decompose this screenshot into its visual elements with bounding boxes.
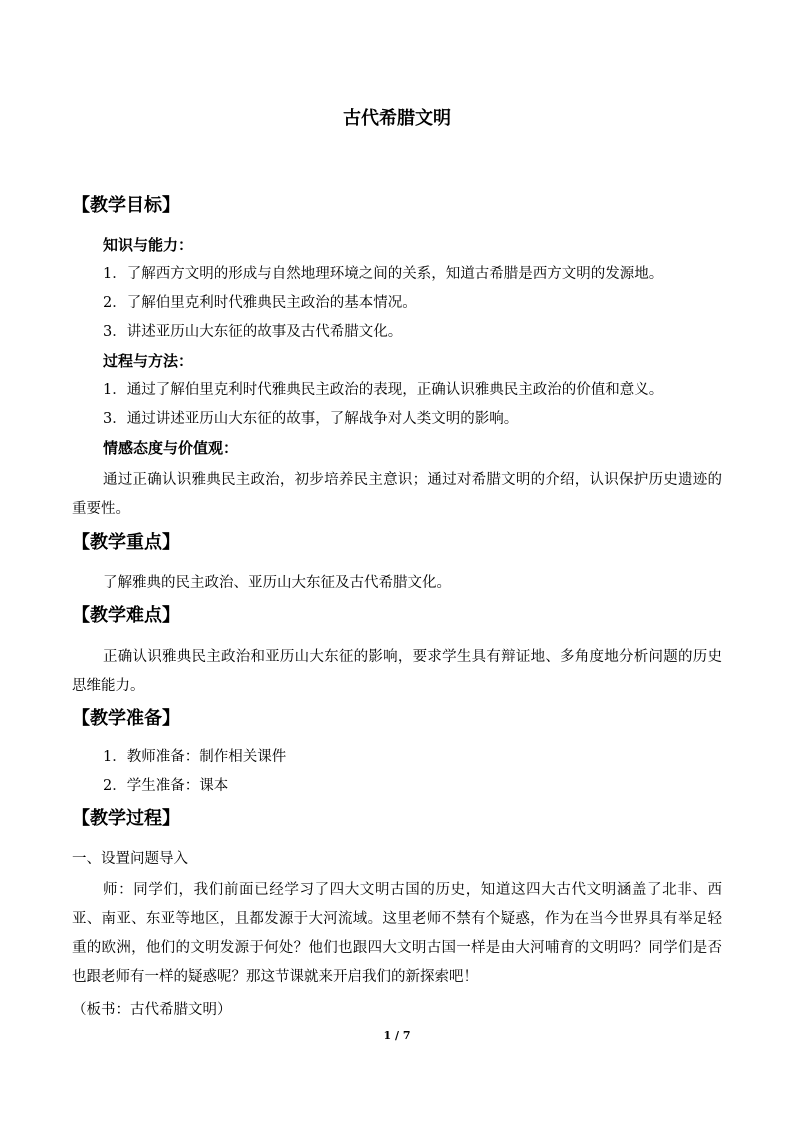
objective-knowledge-item-3: 3．讲述亚历山大东征的故事及古代希腊文化。 — [103, 324, 403, 340]
subheading-knowledge: 知识与能力： — [103, 236, 194, 254]
objective-knowledge-item-2: 2．了解伯里克利时代雅典民主政治的基本情况。 — [103, 295, 417, 311]
section-heading-preparation: 【教学准备】 — [72, 708, 180, 729]
process-step-1-text: 师：同学们，我们前面已经学习了四大文明古国的历史，知道这四大古代文明涵盖了北非、西亚、南亚、东亚等地区，且都发源于大河流域。这里老师不禁有个疑惑，作为在当今世界具有举足轻重的欧洲，他们的文明发源于何处？他们也跟四大文明古国一样是由大河哺育的文明吗？同学们是否也跟老师有一样的疑惑呢？那这节课就来开启我们的新探索吧！ — [72, 882, 722, 985]
objective-process-item-1: 1．通过了解伯里克利时代雅典民主政治的表现，正确认识雅典民主政治的价值和意义。 — [103, 382, 664, 398]
difficulties-text: 正确认识雅典民主政治和亚历山大东征的影响，要求学生具有辩证地、多角度地分析问题的历史思维能力。 — [72, 649, 722, 694]
section-heading-difficulties: 【教学难点】 — [72, 605, 180, 626]
section-heading-key-points: 【教学重点】 — [72, 532, 180, 553]
board-note: （板书：古代希腊文明） — [72, 1002, 232, 1018]
subheading-process: 过程与方法： — [103, 352, 194, 370]
objective-process-item-2: 3．通过讲述亚历山大东征的故事，了解战争对人类文明的影响。 — [103, 411, 519, 427]
preparation-item-2: 2．学生准备：课本 — [103, 778, 229, 794]
process-step-1-title: 一、设置问题导入 — [72, 851, 188, 867]
section-heading-process: 【教学过程】 — [72, 808, 180, 829]
page-number: 1 / 7 — [383, 1029, 411, 1042]
key-points-text: 了解雅典的民主政治、亚历山大东征及古代希腊文化。 — [103, 575, 451, 591]
objective-knowledge-item-1: 1．了解西方文明的形成与自然地理环境之间的关系，知道古希腊是西方文明的发源地。 — [103, 266, 664, 282]
section-heading-objectives: 【教学目标】 — [72, 195, 180, 216]
preparation-item-1: 1．教师准备：制作相关课件 — [103, 749, 287, 765]
subheading-emotion: 情感态度与价值观： — [103, 439, 239, 457]
page-title: 古代希腊文明 — [343, 108, 451, 129]
objective-emotion-text: 通过正确认识雅典民主政治，初步培养民主意识；通过对希腊文明的介绍，认识保护历史遗迹的重要性。 — [72, 472, 722, 517]
